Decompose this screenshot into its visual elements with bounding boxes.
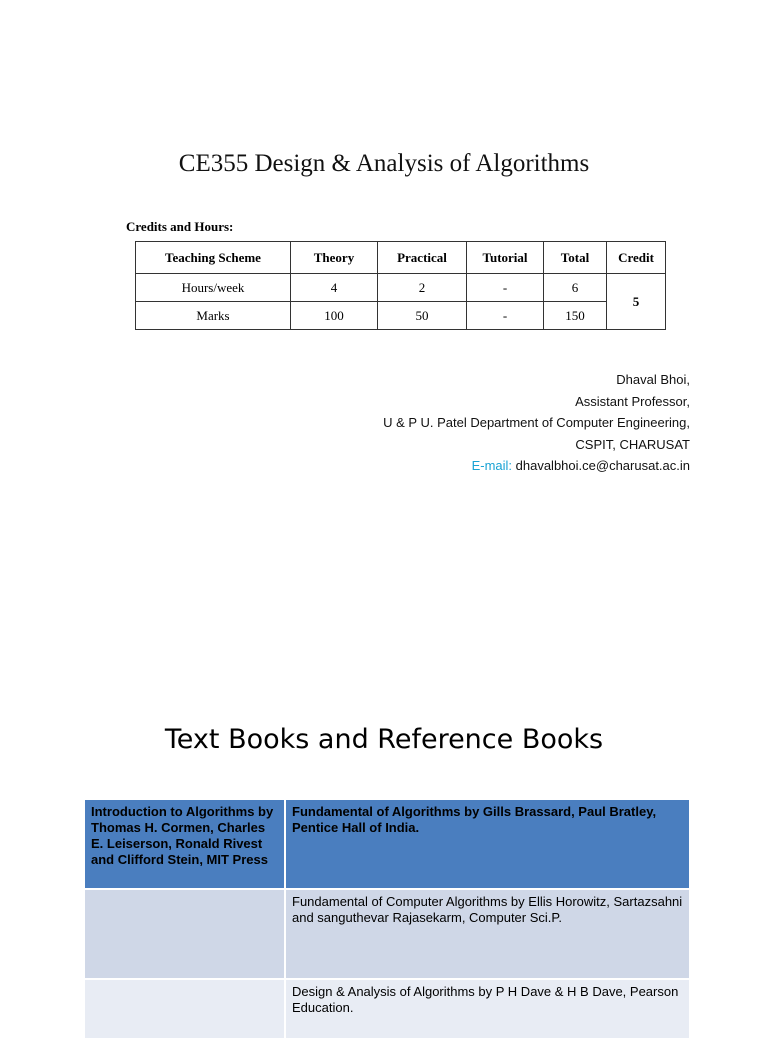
header-tutorial: Tutorial (467, 242, 544, 274)
author-name: Dhaval Bhoi, (616, 372, 690, 387)
reference-book-2: Fundamental of Computer Algorithms by Ellis Horowitz, Sartazsahni and sanguthevar Rajasekarm, Computer Sci.P. (285, 889, 690, 979)
cell-practical: 50 (378, 302, 467, 330)
credits-heading: Credits and Hours: (126, 219, 234, 234)
cell-tutorial: - (467, 302, 544, 330)
reference-book-1: Fundamental of Algorithms by Gills Brassard, Paul Bratley, Pentice Hall of India. (285, 799, 690, 889)
text-book-cell: Introduction to Algorithms by Thomas H. Cormen, Charles E. Leiserson, Ronald Rivest and Clifford Stein, MIT Press (84, 799, 285, 889)
cell-theory: 4 (291, 274, 378, 302)
author-email[interactable]: dhavalbhoi.ce@charusat.ac.in (515, 458, 690, 473)
cell-label: Marks (136, 302, 291, 330)
header-total: Total (544, 242, 607, 274)
author-institute: CSPIT, CHARUSAT (575, 436, 690, 452)
cell-credit: 5 (607, 274, 666, 330)
header-theory: Theory (291, 242, 378, 274)
credits-row-hours (136, 274, 666, 302)
author-block (383, 369, 690, 477)
cell-total: 6 (544, 274, 607, 302)
header-practical: Practical (378, 242, 467, 274)
header-credit: Credit (607, 242, 666, 274)
books-header-row (84, 799, 690, 889)
cell-practical: 2 (378, 274, 467, 302)
books-row (84, 889, 690, 979)
credits-table (135, 241, 666, 330)
cell-theory: 100 (291, 302, 378, 330)
books-heading: Text Books and Reference Books (164, 724, 604, 755)
author-position: Assistant Professor, (575, 393, 690, 409)
cell-label: Hours/week (136, 274, 291, 302)
empty-cell (84, 979, 285, 1039)
books-row (84, 979, 690, 1039)
credits-header-row (136, 242, 666, 274)
header-teaching-scheme: Teaching Scheme (136, 242, 291, 274)
email-label: E-mail: (471, 458, 513, 473)
reference-book-3: Design & Analysis of Algorithms by P H Dave & H B Dave, Pearson Education. (285, 979, 690, 1039)
course-title: CE355 Design & Analysis of Algorithms (178, 150, 590, 177)
cell-total: 150 (544, 302, 607, 330)
credits-row-marks (136, 302, 666, 330)
cell-tutorial: - (467, 274, 544, 302)
author-email-line (383, 455, 690, 477)
empty-cell (84, 889, 285, 979)
author-department: U & P U. Patel Department of Computer Engineering, (383, 415, 690, 430)
books-table (83, 798, 691, 1040)
